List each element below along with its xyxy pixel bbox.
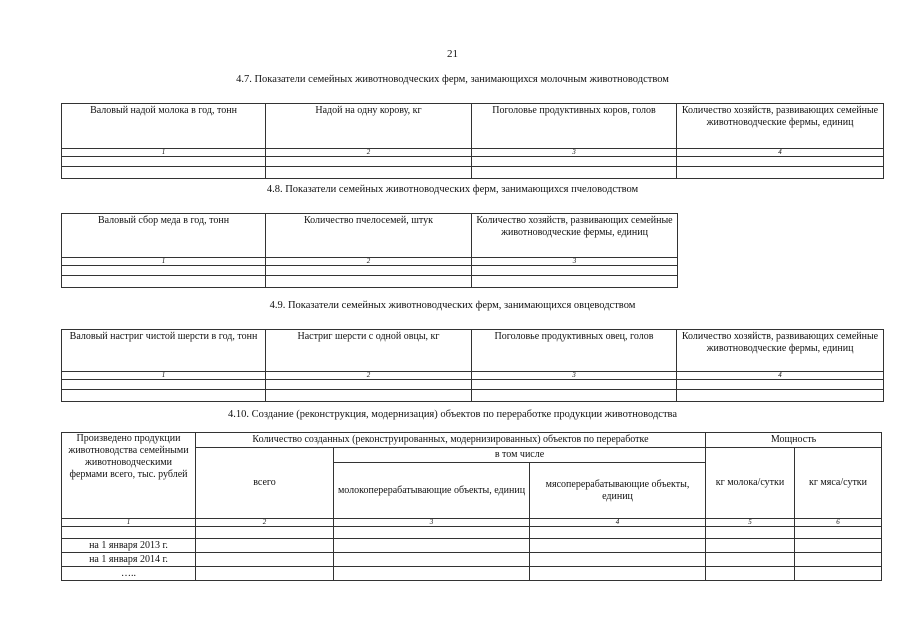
empty-cell [266, 380, 472, 390]
empty-cell [62, 527, 196, 539]
column-number: 3 [334, 519, 530, 527]
header-productive-cows: Поголовье продуктивных коров, голов [472, 104, 677, 149]
empty-cell [266, 390, 472, 402]
empty-cell [677, 380, 884, 390]
empty-cell [196, 553, 334, 567]
section-4-7-title: 4.7. Показатели семейных животноводческих ферм, занимающихся молочным животноводством [236, 74, 669, 85]
header-capacity: Мощность [706, 433, 882, 448]
column-number: 2 [266, 372, 472, 380]
column-number: 3 [472, 258, 678, 266]
column-number: 4 [677, 372, 884, 380]
empty-cell [266, 157, 472, 167]
empty-cell [472, 266, 678, 276]
header-yield-per-cow: Надой на одну корову, кг [266, 104, 472, 149]
empty-cell [62, 157, 266, 167]
header-gross-milk-yield: Валовый надой молока в год, тонн [62, 104, 266, 149]
header-wool-per-sheep: Настриг шерсти с одной овцы, кг [266, 330, 472, 372]
empty-cell [677, 390, 884, 402]
empty-cell [62, 276, 266, 288]
empty-cell [530, 553, 706, 567]
empty-cell [472, 390, 677, 402]
column-number: 3 [472, 149, 677, 157]
empty-cell [677, 157, 884, 167]
empty-cell [530, 539, 706, 553]
processing-facilities-table [61, 432, 882, 581]
empty-cell [334, 527, 530, 539]
column-number: 1 [62, 258, 266, 266]
empty-cell [795, 553, 882, 567]
sheep-farms-table [61, 329, 884, 402]
empty-cell [62, 266, 266, 276]
empty-cell [472, 157, 677, 167]
empty-cell [795, 527, 882, 539]
beekeeping-farms-table [61, 213, 678, 288]
column-number: 5 [706, 519, 795, 527]
row-label: на 1 января 2014 г. [62, 553, 196, 567]
header-meat-capacity: кг мяса/сутки [795, 448, 882, 519]
header-farm-count: Количество хозяйств, развивающих семейные животноводческие фермы, единиц [677, 330, 884, 372]
empty-cell [62, 167, 266, 179]
header-produced-total: Произведено продукции животноводства семейными животноводческими фермами всего, тыс. рублей [62, 433, 196, 519]
row-label: на 1 января 2013 г. [62, 539, 196, 553]
empty-cell [266, 266, 472, 276]
empty-cell [530, 527, 706, 539]
header-productive-sheep: Поголовье продуктивных овец, голов [472, 330, 677, 372]
header-farm-count: Количество хозяйств, развивающих семейные животноводческие фермы, единиц [677, 104, 884, 149]
empty-cell [706, 527, 795, 539]
header-bee-colonies: Количество пчелосемей, штук [266, 214, 472, 258]
empty-cell [196, 567, 334, 581]
header-gross-honey: Валовый сбор меда в год, тонн [62, 214, 266, 258]
column-number: 4 [530, 519, 706, 527]
empty-cell [530, 567, 706, 581]
empty-cell [334, 539, 530, 553]
section-4-8-title: 4.8. Показатели семейных животноводческих ферм, занимающихся пчеловодством [266, 184, 639, 195]
column-number: 1 [62, 519, 196, 527]
column-number: 4 [677, 149, 884, 157]
column-number: 1 [62, 149, 266, 157]
empty-cell [472, 167, 677, 179]
header-objects-count: Количество созданных (реконструированных, модернизированных) объектов по переработке [196, 433, 706, 448]
empty-cell [706, 553, 795, 567]
header-including: в том числе [334, 448, 706, 463]
empty-cell [334, 567, 530, 581]
header-total: всего [196, 448, 334, 519]
dairy-farms-table [61, 103, 884, 179]
column-number: 6 [795, 519, 882, 527]
page-number: 21 [447, 48, 458, 60]
empty-cell [62, 380, 266, 390]
header-meat-objects: мясоперерабатывающие объекты, единиц [530, 463, 706, 519]
empty-cell [266, 167, 472, 179]
header-milk-capacity: кг молока/сутки [706, 448, 795, 519]
column-number: 2 [266, 258, 472, 266]
column-number: 2 [196, 519, 334, 527]
header-milk-objects: молокоперерабатывающие объекты, единиц [334, 463, 530, 519]
empty-cell [706, 567, 795, 581]
empty-cell [677, 167, 884, 179]
empty-cell [472, 380, 677, 390]
empty-cell [62, 390, 266, 402]
column-number: 2 [266, 149, 472, 157]
section-4-10-title: 4.10. Создание (реконструкция, модернизация) объектов по переработке продукции животноводства [227, 409, 678, 420]
column-number: 3 [472, 372, 677, 380]
empty-cell [795, 539, 882, 553]
empty-cell [196, 527, 334, 539]
empty-cell [706, 539, 795, 553]
header-gross-wool: Валовый настриг чистой шерсти в год, тонн [62, 330, 266, 372]
row-label: ….. [62, 567, 196, 581]
empty-cell [795, 567, 882, 581]
section-4-9-title: 4.9. Показатели семейных животноводческих ферм, занимающихся овцеводством [269, 300, 636, 311]
empty-cell [266, 276, 472, 288]
column-number: 1 [62, 372, 266, 380]
empty-cell [472, 276, 678, 288]
empty-cell [334, 553, 530, 567]
empty-cell [196, 539, 334, 553]
header-farm-count: Количество хозяйств, развивающих семейные животноводческие фермы, единиц [472, 214, 678, 258]
